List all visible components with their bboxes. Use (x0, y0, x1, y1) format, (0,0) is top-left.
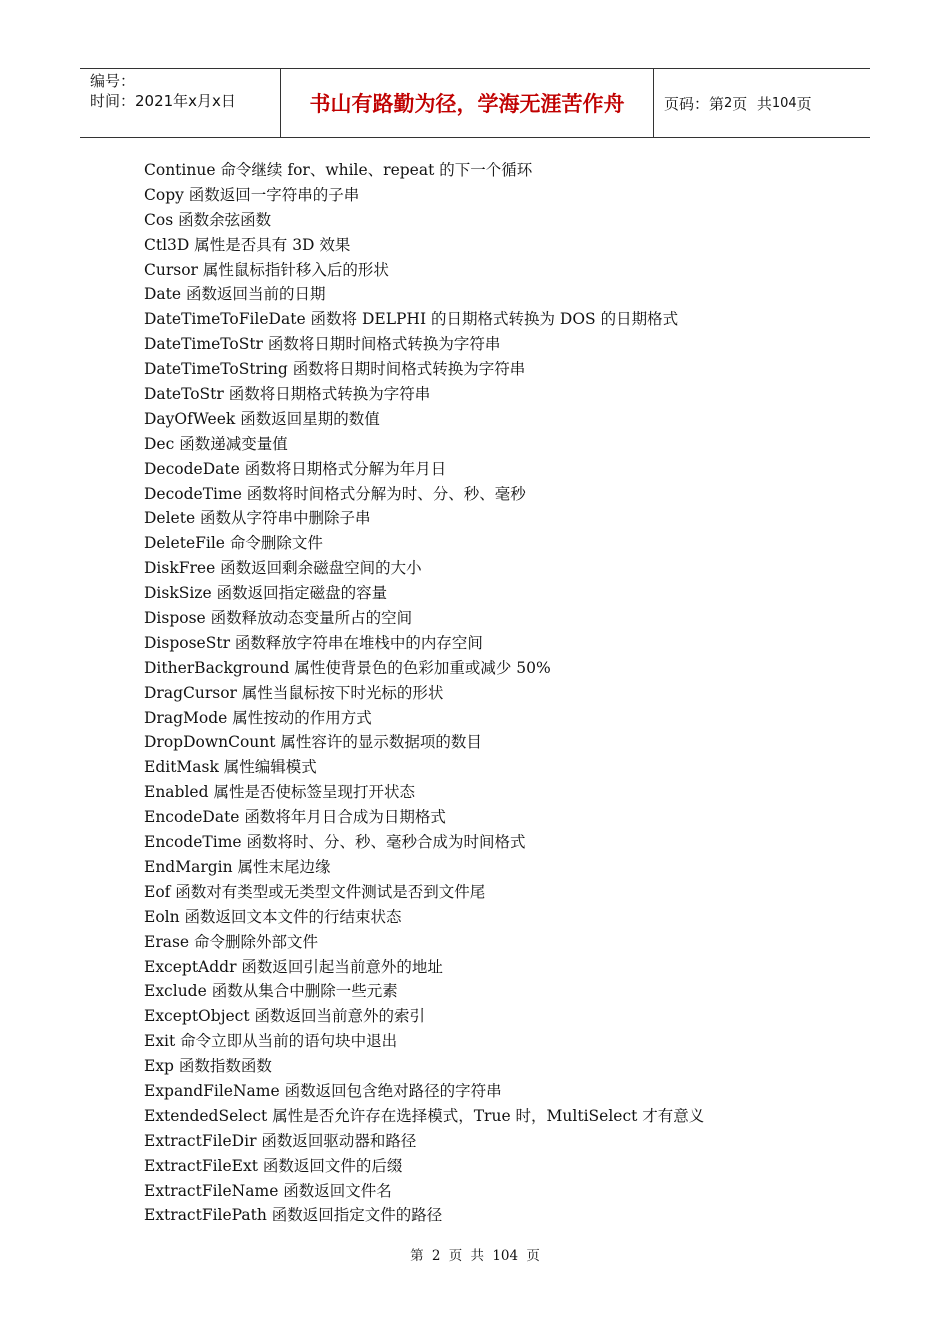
header-page-info (654, 69, 870, 137)
list-item: Continue 命令继续 for、while、repeat 的下一个循环 (144, 161, 533, 179)
list-item: Dispose 函数释放动态变量所占的空间 (144, 609, 413, 628)
list-item: DateTimeToStr 函数将日期时间格式转换为字符串 (144, 335, 501, 354)
list-item: Exclude 函数从集合中删除一些元素 (144, 982, 398, 1001)
list-item: DeleteFile 命令删除文件 (144, 534, 323, 553)
list-item: ExceptObject 函数返回当前意外的索引 (144, 1007, 426, 1026)
list-item: ExtractFilePath 函数返回指定文件的路径 (144, 1206, 443, 1225)
function-list (144, 158, 844, 1228)
list-item: Cos 函数余弦函数 (144, 210, 272, 229)
list-item: DragCursor 属性当鼠标按下时光标的形状 (144, 683, 444, 702)
page-footer: 第 2 页 共 104 页 (410, 1248, 540, 1264)
list-item: Eoln 函数返回文本文件的行结束状态 (144, 907, 402, 926)
document-number-label: 编号： (90, 72, 136, 90)
list-item: DiskSize 函数返回指定磁盘的容量 (144, 584, 388, 603)
list-item: ExtractFileName 函数返回文件名 (144, 1181, 392, 1200)
list-item: DateToStr 函数将日期格式转换为字符串 (144, 385, 431, 404)
list-item: ExceptAddr 函数返回引起当前意外的地址 (144, 957, 443, 976)
list-item: Exit 命令立即从当前的语句块中退出 (144, 1032, 398, 1051)
list-item: ExtractFileExt 函数返回文件的后缀 (144, 1156, 403, 1175)
list-item: Exp 函数指数函数 (144, 1057, 272, 1076)
list-item: Dec 函数递减变量值 (144, 434, 288, 453)
list-item: DateTimeToString 函数将日期时间格式转换为字符串 (144, 360, 526, 379)
list-item: DragMode 属性按动的作用方式 (144, 708, 372, 727)
list-item: EncodeTime 函数将时、分、秒、毫秒合成为时间格式 (144, 833, 526, 852)
list-item: Eof 函数对有类型或无类型文件测试是否到文件尾 (144, 882, 486, 901)
page-header (80, 68, 870, 138)
list-item: Cursor 属性鼠标指针移入后的形状 (144, 260, 389, 279)
list-item: DiskFree 函数返回剩余磁盘空间的大小 (144, 559, 422, 578)
page-current: 2 (724, 95, 733, 111)
list-item: DitherBackground 属性使背景色的色彩加重或减少 50% (144, 658, 551, 677)
header-motto: 书山有路勤为径，学海无涯苦作舟 (281, 69, 654, 137)
list-item: Enabled 属性是否使标签呈现打开状态 (144, 783, 415, 802)
page-label-prefix: 页码：第 (664, 94, 725, 113)
list-item: Date 函数返回当前的日期 (144, 285, 326, 304)
document-time-label: 时间：2021年x月x日 (90, 92, 236, 110)
list-item: DecodeDate 函数将日期格式分解为年月日 (144, 459, 447, 478)
list-item: EndMargin 属性末尾边缘 (144, 857, 331, 876)
list-item: DisposeStr 函数释放字符串在堆栈中的内存空间 (144, 633, 483, 652)
list-item: Erase 命令删除外部文件 (144, 932, 319, 951)
page-total: 104 (771, 95, 797, 111)
page-label-mid: 页 共 (732, 94, 772, 113)
list-item: Delete 函数从字符串中删除子串 (144, 509, 371, 528)
page-label-suffix: 页 (796, 94, 812, 113)
list-item: Copy 函数返回一字符串的子串 (144, 185, 360, 204)
list-item: ExtractFileDir 函数返回驱动器和路径 (144, 1131, 417, 1150)
header-meta (80, 69, 281, 137)
list-item: DayOfWeek 函数返回星期的数值 (144, 409, 380, 428)
list-item: EditMask 属性编辑模式 (144, 758, 317, 777)
list-item: EncodeDate 函数将年月日合成为日期格式 (144, 808, 446, 827)
list-item: ExtendedSelect 属性是否允许存在选择模式，True 时，MultiSelect 才有意义 (144, 1106, 705, 1125)
list-item: Ctl3D 属性是否具有 3D 效果 (144, 235, 351, 254)
list-item: ExpandFileName 函数返回包含绝对路径的字符串 (144, 1081, 502, 1100)
list-item: DateTimeToFileDate 函数将 DELPHI 的日期格式转换为 DOS 的日期格式 (144, 310, 679, 329)
list-item: DropDownCount 属性容许的显示数据项的数目 (144, 733, 482, 752)
list-item: DecodeTime 函数将时间格式分解为时、分、秒、毫秒 (144, 484, 526, 503)
